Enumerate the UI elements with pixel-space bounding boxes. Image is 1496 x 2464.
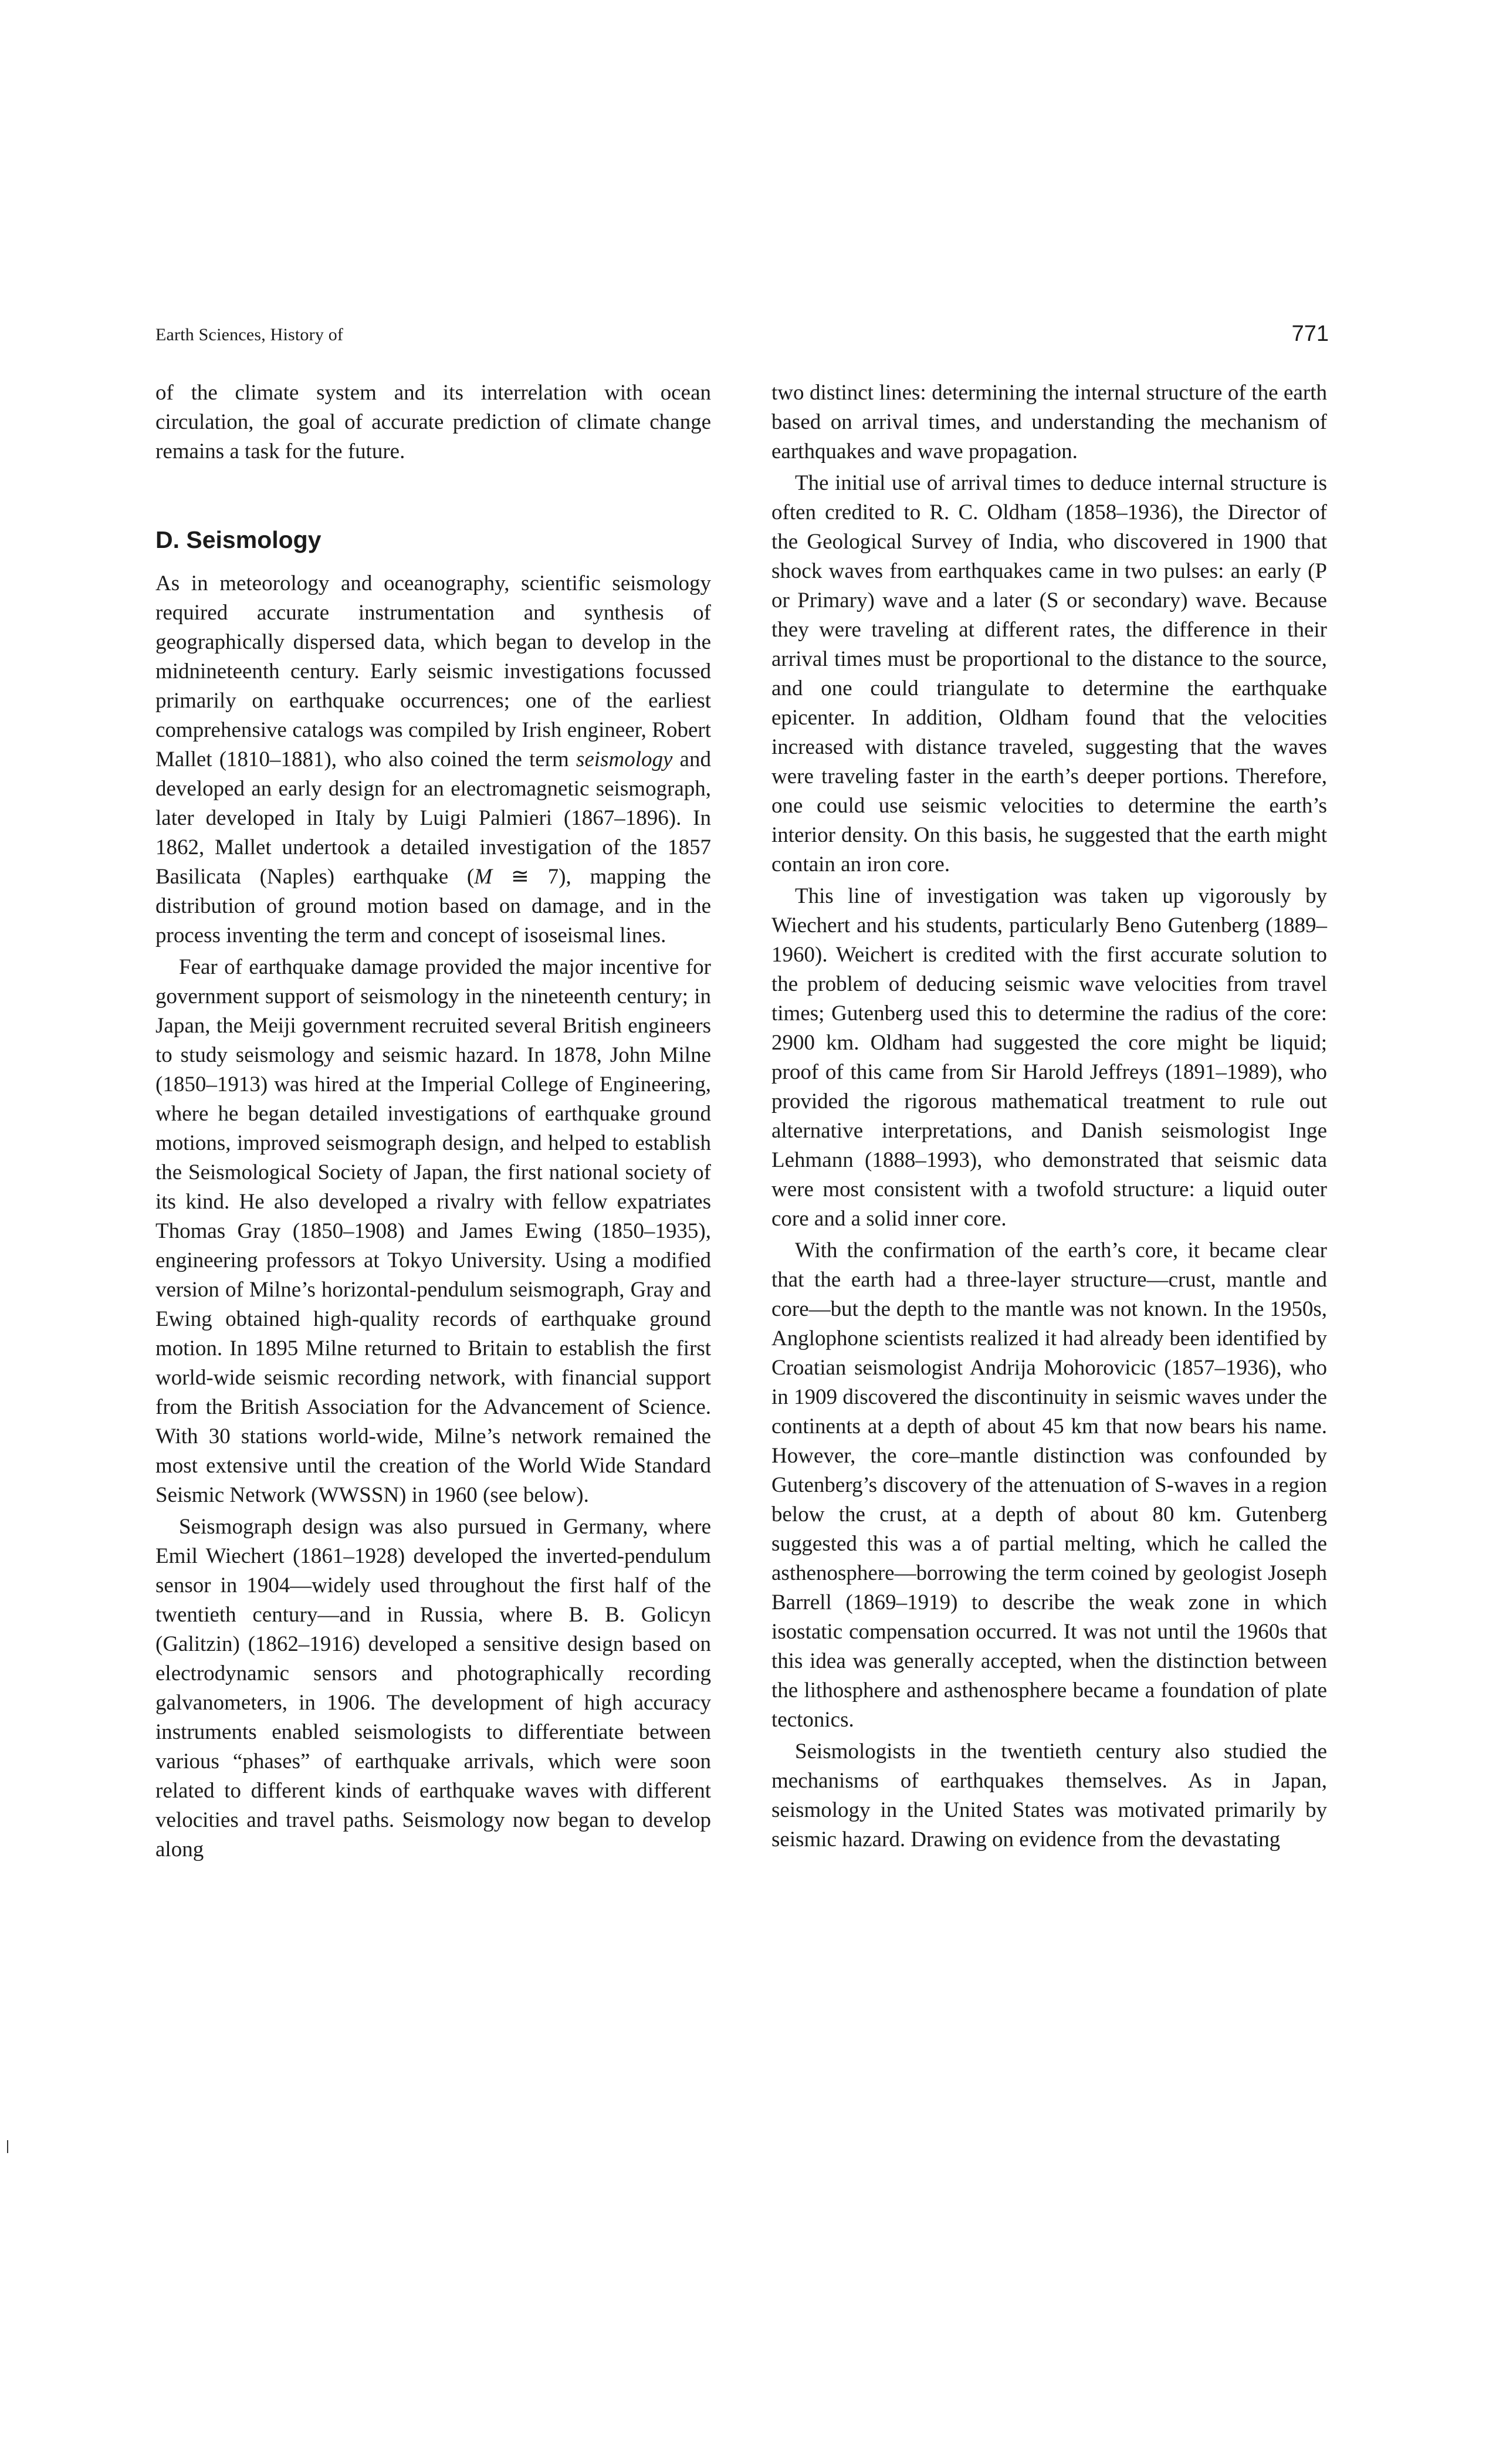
paragraph: With the confirmation of the earth’s core, it became clear that the earth had a three-layer structure—crust, mantle and core—but the depth to the mantle was not known. In the 1950s, Anglophone scientists realized it had already been identified by Croatian seismologist Andrija Mohorovicic (1857–1936), who in 1909 discovered the discontinuity in seismic waves under the continents at a depth of about 45 km that now bears his name. However, the core–mantle distinction was confounded by Gutenberg’s discovery of the attenuation of S-waves in a region below the crust, at a depth of about 80 km. Gutenberg suggested this was a of partial melting, which he called the asthenosphere—borrowing the term coined by geologist Joseph Barrell (1869–1919) to describe the weak zone in which isostatic compensation occurred. It was not until the 1960s that this idea was generally accepted, when the distinction between the lithosphere and asthenosphere became a foundation of plate tectonics. [771, 1238, 1327, 1732]
paragraph: Fear of earthquake damage provided the major incentive for government support of seismology in the nineteenth century; in Japan, the Meiji government recruited several British engineers to study seismology and seismic hazard. In 1878, John Milne (1850–1913) was hired at the Imperial College of Engineering, where he began detailed investigations of earthquake ground motions, improved seismograph design, and helped to establish the Seismological Society of Japan, the first national society of its kind. He also developed a rivalry with fellow expatriates Thomas Gray (1850–1908) and James Ewing (1850–1935), engineering professors at Tokyo University. Using a modified version of Milne’s horizontal-pendulum seismograph, Gray and Ewing obtained high-quality records of earthquake ground motion. In 1895 Milne returned to Britain to establish the first world-wide seismic recording network, with financial support from the British Association for the Advancement of Science. With 30 stations world-wide, Milne’s network remained the most extensive until the creation of the World Wide Standard Seismic Network (WWSSN) in 1960 (see below). [155, 955, 711, 1507]
text-run: As in meteorology and oceanography, scientific seismology required accurate instrumentation and synthesis of geographically dispersed data, which began to develop in the midnineteenth century. Early seismic investigations focussed primarily on earthquake occurrences; one of the earliest comprehensive catalogs was compiled by Irish engineer, Robert Mallet (1810–1881), who also coined the term [155, 571, 711, 771]
crop-mark [7, 2140, 8, 2153]
paragraph [155, 569, 711, 950]
page-number: 771 [1291, 321, 1329, 346]
left-column [155, 378, 711, 1864]
running-head [155, 321, 1329, 357]
math-variable: M [474, 865, 493, 889]
text-run: and developed an early design for an electromagnetic seismograph, later developed in Italy by Luigi Palmieri (1867–1896). In 1862, Mallet undertook a detailed investigation of the 1857 Basilicata (Naples) earthquake ( [155, 747, 711, 889]
paragraph: Seismograph design was also pursued in Germany, where Emil Wiechert (1861–1928) developed the inverted-pendulum sensor in 1904—widely used throughout the first half of the twentieth century—and in Russia, where B. B. Golicyn (Galitzin) (1862–1916) developed a sensitive design based on electrodynamic sensors and photographically recording galvanometers, in 1906. The development of high accuracy instruments enabled seismologists to differentiate between various “phases” of earthquake arrivals, which were soon related to different kinds of earthquake waves with different velocities and travel paths. Seismology now began to develop along [155, 1515, 711, 1861]
paragraph: Seismologists in the twentieth century also studied the mechanisms of earthquakes themselves. As in Japan, seismology in the United States was motivated primarily by seismic hazard. Drawing on evidence from the devastating [771, 1739, 1327, 1852]
math-expression: ≅ 7 [492, 865, 559, 889]
section-heading: D. Seismology [155, 526, 321, 553]
running-title: Earth Sciences, History of [155, 325, 344, 344]
paragraph-continuation: of the climate system and its interrelation with ocean circulation, the goal of accurate prediction of climate change remains a task for the future. [155, 381, 711, 463]
paragraph: The initial use of arrival times to deduce internal structure is often credited to R. C. Oldham (1858–1936), the Director of the Geological Survey of India, who discovered in 1900 that shock waves from earthquakes came in two pulses: an early (P or Primary) wave and a later (S or secondary) wave. Because they were traveling at different rates, the difference in their arrival times must be proportional to the distance to the source, and one could triangulate to determine the earthquake epicenter. In addition, Oldham found that the velocities increased with distance traveled, suggesting that the waves were traveling faster in the earth’s deeper portions. Therefore, one could use seismic velocities to determine the earth’s interior density. On this basis, he suggested that the earth might contain an iron core. [771, 471, 1327, 876]
italic-term: seismology [576, 747, 673, 771]
text-run: ), mapping the distribution of ground motion based on damage, and in the process inventing the term and concept of isoseismal lines. [155, 865, 711, 947]
paragraph: This line of investigation was taken up vigorously by Wiechert and his students, particularly Beno Gutenberg (1889–1960). Weichert is credited with the first accurate solution to the problem of deducing seismic wave velocities from travel times; Gutenberg used this to determine the radius of the core: 2900 km. Oldham had suggested the core might be liquid; proof of this came from Sir Harold Jeffreys (1891–1989), who provided the rigorous mathematical treatment to rule out alternative interpretations, and Danish seismologist Inge Lehmann (1888–1993), who demonstrated that seismic data were most consistent with a twofold structure: a liquid outer core and a solid inner core. [771, 884, 1327, 1231]
right-column [771, 378, 1327, 1854]
paragraph-continuation: two distinct lines: determining the internal structure of the earth based on arrival times, and understanding the mechanism of earthquakes and wave propagation. [771, 381, 1327, 463]
